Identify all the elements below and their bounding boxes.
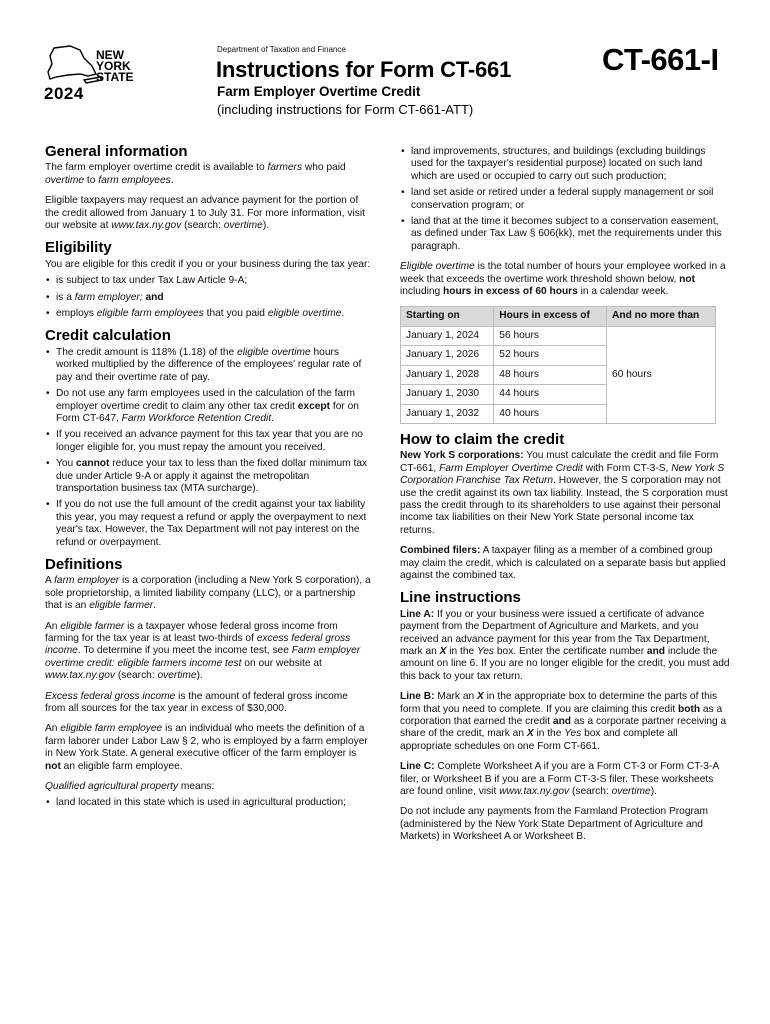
start-date-cell: January 1, 2026 [401, 346, 494, 365]
list-item: • land located in this state which is used in agricultural production; [45, 797, 371, 809]
paragraph: Eligible taxpayers may request an advance payment for the portion of the credit allowed from January 1 to July 31. For more information, visit our website at www.tax.ny.gov (search: overtime). [45, 195, 365, 232]
definitions-section [45, 555, 371, 810]
paragraph: New York S corporations: You must calculate the credit and file Form CT-661, Farm Employer Overtime Credit with Form CT-3-S, New York S Corporation Franchise Tax Return. However, the S corporation may not use the credit against its own tax liability. Instead, the S corporation must pass the credit through to its shareholders to use against their personal income tax liabilities on their New York State personal income tax returns. [400, 450, 728, 536]
credit-calculation-list [45, 347, 371, 549]
list-item: • is a farm employer; and [45, 292, 371, 304]
list-item: • You cannot reduce your tax to less than the fixed dollar minimum tax due under Article 9-A or apply it against the metropolitan transportation business tax (MTA surcharge). [45, 458, 371, 495]
column-header: Starting on [401, 307, 494, 326]
list-item: • land set aside or retired under a federal supply management or soil conservation program; or [400, 187, 730, 212]
paragraph: An eligible farmer is a taxpayer whose federal gross income from farming for the tax year is at least two-thirds of excess federal gross income. To determine if you meet the income test, see Farm employer overtime credit: eligible farmers income test on our website at www.tax.ny.gov (search: overtime). [45, 620, 361, 682]
general-information-section [45, 143, 371, 232]
start-date-cell: January 1, 2032 [401, 404, 494, 423]
list-item: • If you do not use the full amount of the credit against your tax liability this year, you may request a refund or apply the overpayment to next year's tax. However, the Tax Department will not pay interest on the refund or overpayment. [45, 499, 371, 549]
list-item: • If you received an advance payment for this tax year that you are no longer eligible for, you must repay the amount you received. [45, 429, 371, 454]
table-row [401, 326, 716, 345]
form-subtitle: Farm Employer Overtime Credit [217, 84, 421, 99]
hours-cell: 52 hours [494, 346, 607, 365]
start-date-cell: January 1, 2030 [401, 385, 494, 404]
paragraph: An eligible farm employee is an individual who meets the definition of a farm laborer under Labor Law § 2, who is employed by a farm employer in New York State. A general executive officer of the farm employer is not an eligible farm employee. [45, 723, 368, 772]
list-item: • Do not use any farm employees used in the calculation of the farm employer overtime credit to claim any other tax credit except for on Form CT-647, Farm Workforce Retention Credit. [45, 388, 371, 425]
logo-year: 2024 [44, 84, 84, 103]
paragraph: Eligible overtime is the total number of hours your employee worked in a week that exceeds the overtime work threshold shown below, not including hours in excess of 60 hours in a calendar week. [400, 261, 726, 298]
eligibility-section [45, 239, 371, 320]
credit-calculation-section [45, 327, 371, 549]
form-number: CT-661-I [602, 42, 719, 77]
line-a-instruction: Line A: If you or your business were issued a certificate of advance payment from the Department of Agriculture and Markets, and you received an advance payment for this year from the Tax Department, mark an X in the Yes box. Enter the certificate number and include the amount on line 6. If you are no longer eligible for the credit, you must add this back to your tax return. [400, 608, 730, 682]
table-header-row [401, 307, 716, 326]
overtime-threshold-table [400, 306, 716, 423]
list-item: • is subject to tax under Tax Law Article 9-A; [45, 275, 371, 287]
eligibility-list [45, 275, 371, 320]
hours-cell: 40 hours [494, 404, 607, 423]
form-subtitle-note: (including instructions for Form CT-661-ATT) [217, 102, 474, 117]
section-heading: Eligibility [45, 239, 112, 257]
list-item: • land improvements, structures, and buildings (excluding buildings used for the taxpayer's residential purpose) located on such land which are used or occupied to carry out such production; [400, 146, 730, 183]
paragraph: You are eligible for this credit if you or your business during the tax year: [45, 258, 371, 270]
section-heading: General information [45, 143, 188, 160]
paragraph: Do not include any payments from the Farmland Protection Program (administered by the New York State Department of Agriculture and Markets) in Worksheet A or Worksheet B. [400, 806, 709, 843]
agricultural-property-list [45, 797, 371, 809]
list-item: • employs eligible farm employees that you paid eligible overtime. [45, 308, 371, 320]
section-heading: How to claim the credit [400, 430, 565, 448]
how-to-claim-section [400, 430, 730, 582]
list-item: • land that at the time it becomes subject to a conservation easement, as defined under Tax Law § 606(kk), met the requirements under this paragraph. [400, 216, 730, 253]
paragraph: A farm employer is a corporation (including a New York S corporation), a sole proprietorship, a limited liability company (LLC), or a partnership that is an eligible farmer. [45, 575, 371, 612]
hours-cell: 44 hours [494, 385, 607, 404]
page-title: Instructions for Form CT-661 [216, 57, 512, 82]
nys-logo [40, 44, 150, 106]
section-heading: Definitions [45, 555, 123, 573]
paragraph: Qualified agricultural property means: [45, 781, 215, 793]
paragraph: Excess federal gross income is the amount of federal gross income from all sources for the tax year in excess of $30,000. [45, 690, 348, 715]
start-date-cell: January 1, 2024 [401, 326, 494, 345]
left-column [45, 143, 371, 818]
right-column [400, 146, 730, 852]
start-date-cell: January 1, 2028 [401, 365, 494, 384]
hours-cell: 48 hours [494, 365, 607, 384]
section-heading: Line instructions [400, 589, 521, 607]
line-instructions-section [400, 589, 730, 843]
department-name: Department of Taxation and Finance [217, 45, 346, 54]
logo-text: NEW YORK STATE [96, 48, 134, 84]
section-heading: Credit calculation [45, 327, 171, 345]
list-item: • The credit amount is 118% (1.18) of the eligible overtime hours worked multiplied by the difference of the employees' regular rate of pay and their overtime rate of pay. [45, 347, 371, 384]
line-c-instruction: Line C: Complete Worksheet A if you are a Form CT-3 or Form CT-3-A filer, or Worksheet B if you are a Form CT-3-S filer. These worksheets are found online, visit www.tax.ny.gov (search: overtime). [400, 761, 719, 798]
column-header: Hours in excess of [494, 307, 607, 326]
max-hours-cell: 60 hours [607, 326, 716, 423]
paragraph: The farm employer overtime credit is available to farmers who paid overtime to farm employees. [45, 162, 346, 186]
column-header: And no more than [607, 307, 716, 326]
line-b-instruction: Line B: Mark an X in the appropriate box to determine the parts of this form that you need to complete. If you are claiming this credit both as a corporation that earned the credit and as a corporate partner receiving a share of the credit, mark an X in the Yes box and complete all appropriate schedules on one Form CT-661. [400, 691, 727, 752]
new-york-state-map-icon [40, 44, 104, 88]
paragraph: Combined filers: A taxpayer filing as a member of a combined group may claim the credit, which is calculated on a separate basis but applied against the combined tax. [400, 545, 726, 581]
agricultural-property-list-continued [400, 146, 730, 253]
hours-cell: 56 hours [494, 326, 607, 345]
